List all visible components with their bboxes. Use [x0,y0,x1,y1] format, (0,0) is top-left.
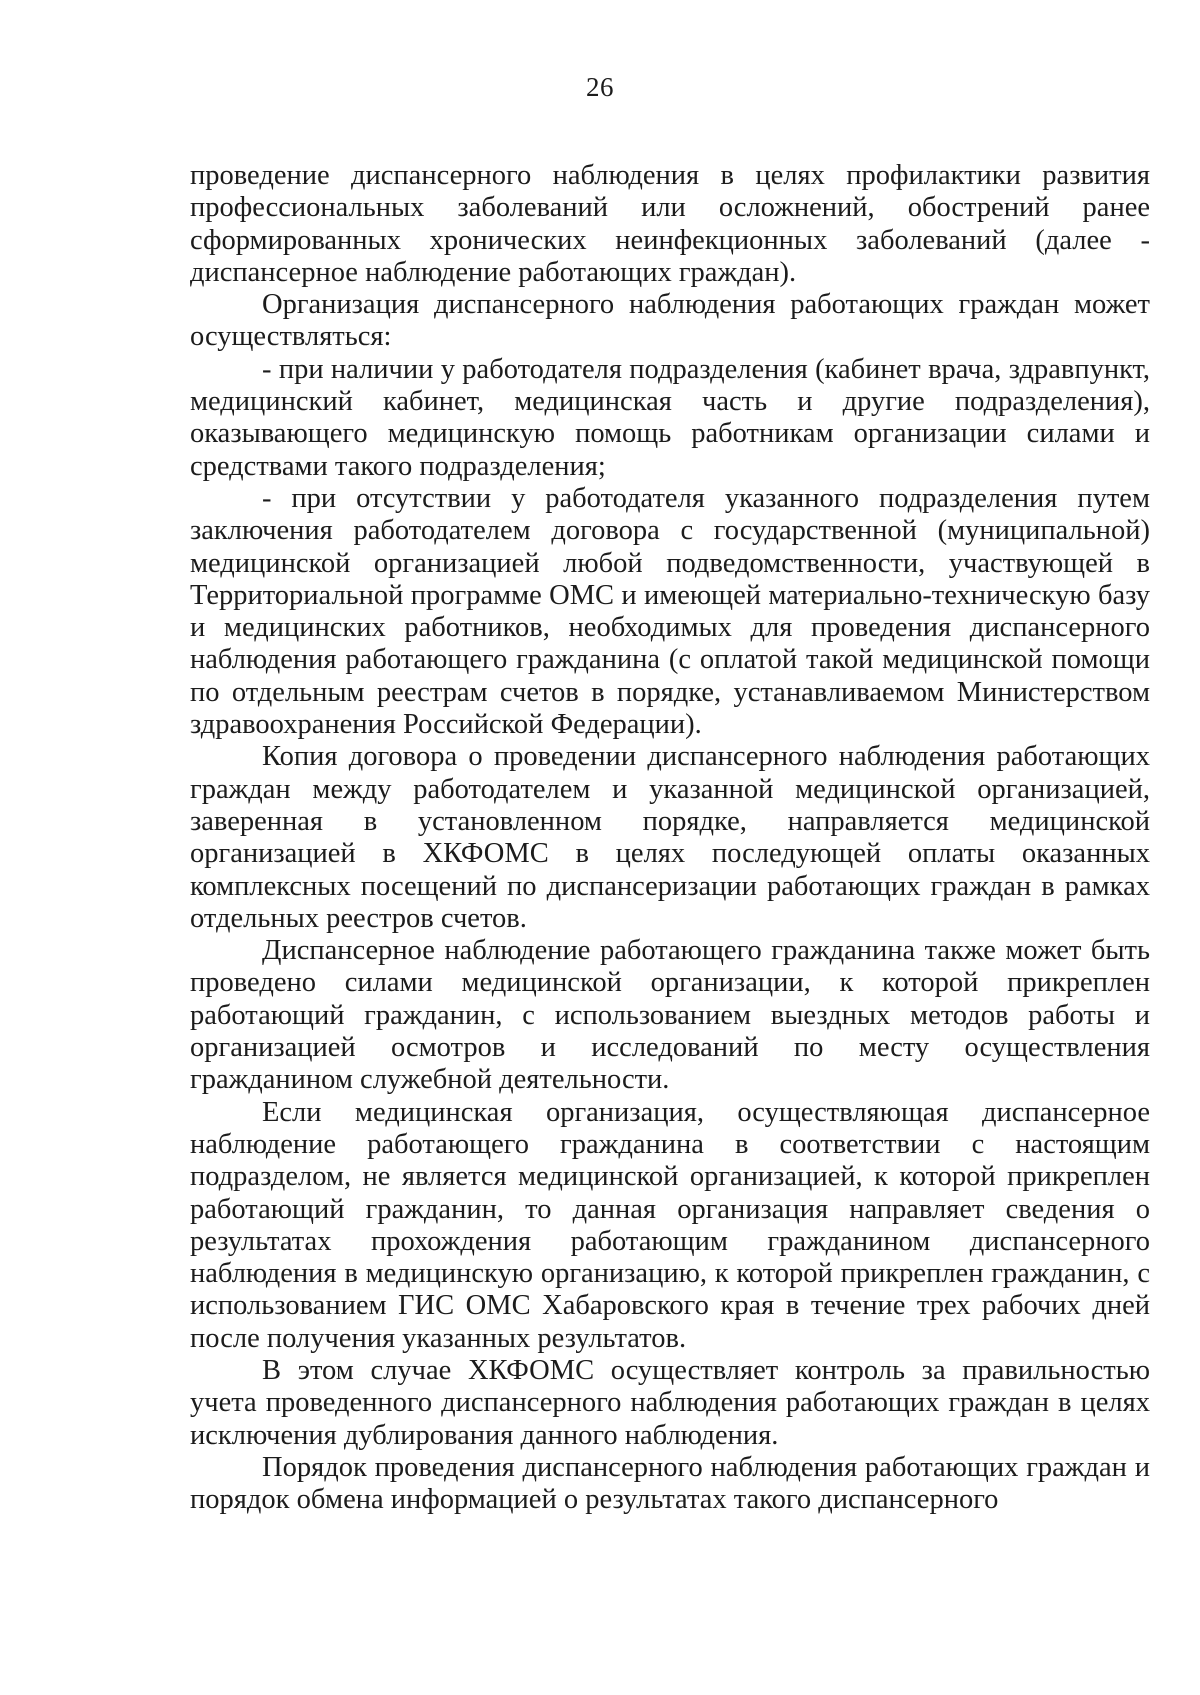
paragraph-contract-copy: Копия договора о проведении диспансерного наблюдения работающих граждан между работодателем и указанной медицинской организацией, заверенная в установленном порядке, направляется медицинской организацией в ХКФОМС в целях последующей оплаты оказанных комплексных посещений по диспансеризации работающих граждан в рамках отдельных реестров счетов. [190,741,1150,934]
paragraph-procedure-order: Порядок проведения диспансерного наблюдения работающих граждан и порядок обмена информацией о результатах такого диспансерного [190,1451,1150,1516]
paragraph-results-transfer: Если медицинская организация, осуществляющая диспансерное наблюдение работающего гражданина в соответствии с настоящим подразделом, не является медицинской организацией, к которой прикреплен работающий гражданин, то данная организация направляет сведения о результатах прохождения работающим гражданином диспансерного наблюдения в медицинскую организацию, к которой прикреплен гражданин, с использованием ГИС ОМС Хабаровского края в течение трех рабочих дней после получения указанных результатов. [190,1096,1150,1354]
paragraph-outreach-methods: Диспансерное наблюдение работающего гражданина также может быть проведено силами медицинской организации, к которой прикреплен работающий гражданин, с использованием выездных методов работы и организацией осмотров и исследований по месту осуществления гражданином служебной деятельности. [190,935,1150,1096]
paragraph-employer-unit-present: - при наличии у работодателя подразделения (кабинет врача, здравпункт, медицинский кабинет, медицинская часть и другие подразделения), оказывающего медицинскую помощь работникам организации силами и средствами такого подразделения; [190,353,1150,482]
paragraph-employer-unit-absent: - при отсутствии у работодателя указанного подразделения путем заключения работодателем договора с государственной (муниципальной) медицинской организацией любой подведомственности, участвующей в Территориальной программе ОМС и имеющей материально-техническую базу и медицинских работников, необходимых для проведения диспансерного наблюдения работающего гражданина (с оплатой такой медицинской помощи по отдельным реестрам счетов в порядке, устанавливаемом Министерством здравоохранения Российской Федерации). [190,482,1150,741]
paragraph-dispensary-purpose: проведение диспансерного наблюдения в целях профилактики развития профессиональных заболеваний или осложнений, обострений ранее сформированных хронических неинфекционных заболеваний (далее - диспансерное наблюдение работающих граждан). [190,160,1150,288]
page-number: 26 [586,72,614,102]
paragraph-control-duplication: В этом случае ХКФОМС осуществляет контроль за правильностью учета проведенного диспансерного наблюдения работающих граждан в целях исключения дублирования данного наблюдения. [190,1354,1150,1451]
paragraph-organization-intro: Организация диспансерного наблюдения работающих граждан может осуществляться: [190,289,1150,353]
document-body [190,160,1150,1516]
